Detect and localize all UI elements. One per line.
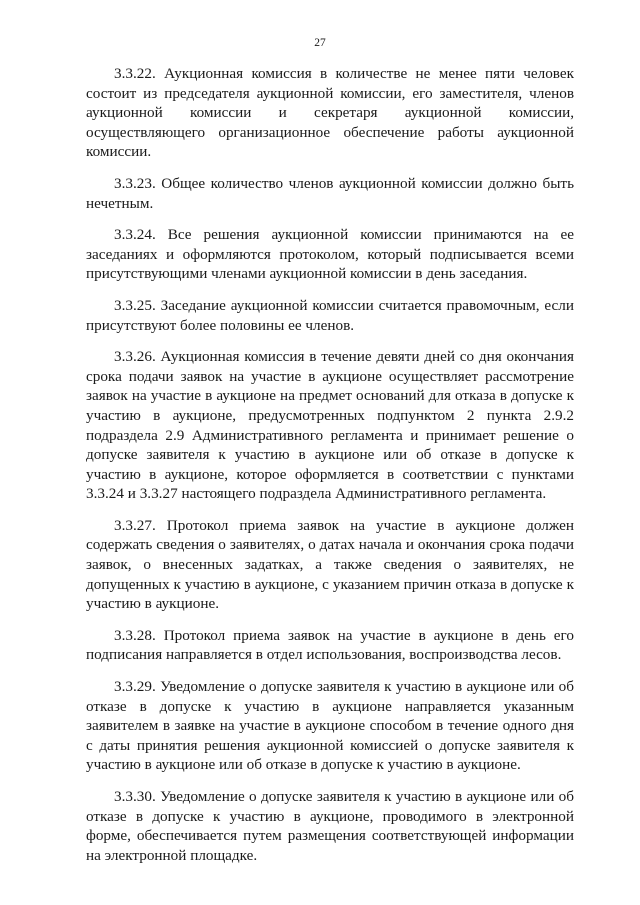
paragraph-3-3-26: 3.3.26. Аукционная комиссия в течение девяти дней со дня окончания срока подачи заявок на участие в аукционе осуществляет рассмотрение заявок на участие в аукционе на предмет оснований для отказа в допуске к участию в аукционе, предусмотренных подпунктом 2 пункта 2.9.2 подраздела 2.9 Административного регламента и принимает решение о допуске заявителя к участию в аукционе или об отказе в допуске к участию в аукционе, которое оформляется в соответствии с пунктами 3.3.24 и 3.3.27 настоящего подраздела Административного регламента. [86, 348, 574, 503]
paragraph-3-3-28: 3.3.28. Протокол приема заявок на участие в аукционе в день его подписания направляется в отдел использования, воспроизводства лесов. [86, 626, 574, 664]
document-body [86, 64, 574, 877]
paragraph-3-3-22: 3.3.22. Аукционная комиссия в количестве не менее пяти человек состоит из председателя аукционной комиссии, его заместителя, членов аукционной комиссии и секретаря аукционной комиссии, осуществляющего организационное обеспечение работы аукционной комиссии. [86, 65, 574, 161]
paragraph-3-3-27: 3.3.27. Протокол приема заявок на участие в аукционе должен содержать сведения о заявителях, о датах начала и окончания срока подачи заявок, о внесенных задатках, а также сведения о заявителях, не допущенных к участию в аукционе, с указанием причин отказа в допуске к участию в аукционе. [86, 516, 574, 613]
page-number: 27 [314, 37, 326, 49]
paragraph-3-3-24: 3.3.24. Все решения аукционной комиссии принимаются на ее заседаниях и оформляются протоколом, который подписывается всеми присутствующими членами аукционной комиссии в день заседания. [86, 226, 574, 283]
paragraph-3-3-30: 3.3.30. Уведомление о допуске заявителя к участию в аукционе или об отказе в допуске к участию в аукционе, проводимого в электронной форме, обеспечивается путем размещения соответствующей информации на электронной площадке. [86, 788, 574, 864]
paragraph-3-3-29: 3.3.29. Уведомление о допуске заявителя к участию в аукционе или об отказе в допуске к участию в аукционе направляется указанным заявителем в заявке на участие в аукционе способом в течение одного дня с даты принятия решения аукционной комиссией о допуске заявителя к участию в аукционе или об отказе в допуске к участию в аукционе. [86, 678, 574, 774]
paragraph-3-3-23: 3.3.23. Общее количество членов аукционной комиссии должно быть нечетным. [86, 174, 574, 212]
paragraph-3-3-25: 3.3.25. Заседание аукционной комиссии считается правомочным, если присутствуют более половины ее членов. [86, 296, 574, 334]
